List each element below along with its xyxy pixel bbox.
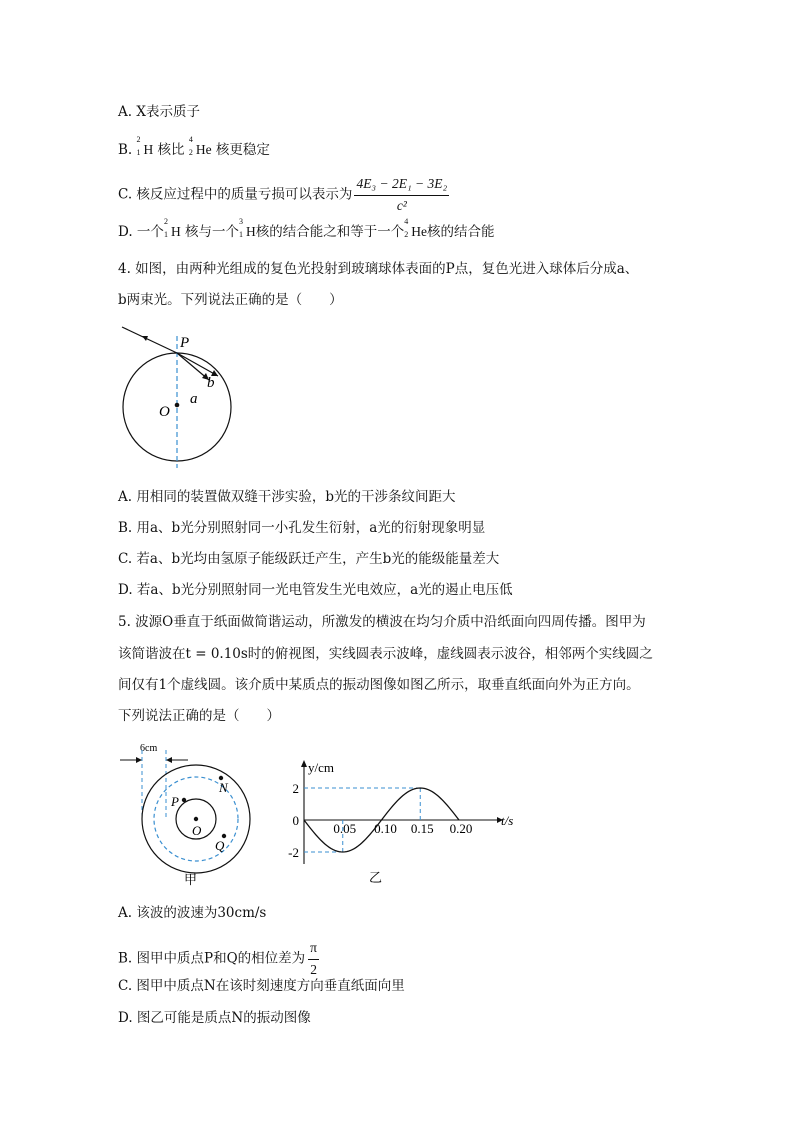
x-tick-0.05: 0.05 [333,821,357,836]
q4-stem-line1: 4. 如图，由两种光组成的复色光投射到玻璃球体表面的P点，复色光进入球体后分成a、 [118,261,639,277]
label-p: P [180,335,190,351]
point-o [194,817,198,821]
label-n: N [219,780,228,795]
caption-jia: 甲 [184,872,198,887]
q4-option-b: B. 用a、b光分别照射同一小孔发生衍射，a光的衍射现象明显 [118,520,486,536]
q4-sphere-figure [118,322,258,472]
y-tick-2: 2 [292,781,299,796]
q3-option-a: A. X表示质子 [118,104,200,120]
scale-arrowhead-right [166,757,172,763]
origin-label: 0 [292,813,299,828]
incident-ray [122,327,177,353]
scale-arrowhead-left [136,757,142,763]
q5-figure-jia [118,738,273,890]
y-tick-neg2: -2 [288,845,299,860]
label-o: O [159,404,170,420]
q4-option-d: D. 若a、b光分别照射同一光电管发生光电效应，a光的遏止电压低 [118,582,513,598]
caption-yi: 乙 [368,870,383,885]
label-o: O [192,823,202,838]
mass-defect-fraction: $\frac{\text{4E₃ − 2E₁ − 3E₂}}{\text{c²}}$ [356,176,448,213]
isotope-he4: 4 2 He [404,217,427,239]
q5-stem-line2: 该简谐波在t = 0.10s时的俯视图，实线圆表示波峰，虚线圆表示波谷，相邻两个实线圆之 [118,646,653,662]
point-p [182,798,186,802]
x-axis-label: t/s [501,813,514,828]
y-axis-arrow [301,760,307,767]
q3-option-c: C. 核反应过程中的质量亏损可以表示为 $\frac{\text{4E₃ − 2E₁ − 3E₂}}{\text{c²}}$ [118,174,449,216]
q5-figure-yi-chart [282,756,522,888]
label-q: Q [215,838,225,853]
x-tick-0.20: 0.20 [449,821,473,836]
label-a: a [190,391,198,407]
q5-stem-line4: 下列说法正确的是（ ） [118,708,280,724]
q5-stem-line1: 5. 波源O垂直于纸面做简谐运动，所激发的横波在均匀介质中沿纸面向四周传播。图甲为 [118,614,646,630]
label-p: P [171,794,179,809]
q4-option-c: C. 若a、b光均由氢原子能级跃迁产生，产生b光的能级能量差大 [118,551,500,567]
q3-option-b: B. 2 1 H 核比 4 2 He 核更稳定 [118,135,270,158]
x-tick-0.15: 0.15 [410,821,434,836]
isotope-he4: 4 2 He [188,135,212,157]
x-tick-0.10: 0.10 [374,821,397,836]
scale-label: 6cm [140,743,158,754]
center-point [175,403,180,408]
label-b: b [207,375,215,391]
q5-option-d: D. 图乙可能是质点N的振动图像 [118,1010,311,1026]
y-axis-label: y/cm [308,760,334,775]
q3-option-d: D. 一个 2 1 H 核与一个 3 1 H核的结合能之和等于一个 4 2 He核的结合能 [118,217,495,240]
phase-fraction: $\frac{\pi}{2}$ [310,940,317,977]
q5-option-a: A. 该波的波速为30cm/s [118,905,267,921]
isotope-h3: 3 1 H [238,217,256,239]
q5-option-c: C. 图甲中质点N在该时刻速度方向垂直纸面向里 [118,978,405,994]
isotope-h2: 2 1 H [163,217,181,239]
isotope-h2: 2 1 H [136,135,154,157]
q4-option-a: A. 用相同的装置做双缝干涉实验，b光的干涉条纹间距大 [118,489,456,505]
q4-stem-line2: b两束光。下列说法正确的是（ ） [118,292,343,308]
option-label: B. [118,142,137,158]
q5-stem-line3: 间仅有1个虚线圆。该介质中某质点的振动图像如图乙所示，取垂直纸面向外为正方向。 [118,677,640,693]
q5-option-b: B. 图甲中质点P和Q的相位差为 $\frac{\pi}{2}$ [118,938,319,980]
